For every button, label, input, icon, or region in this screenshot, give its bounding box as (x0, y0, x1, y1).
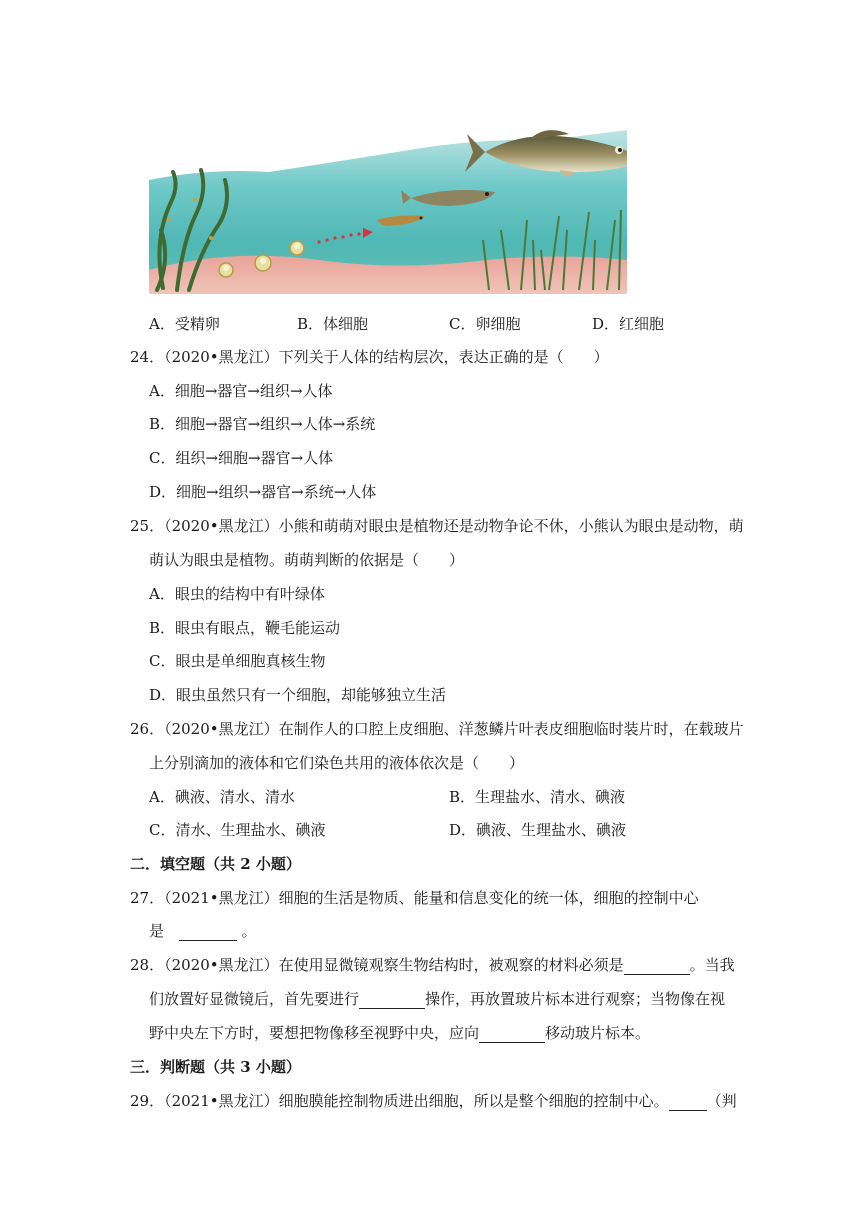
q28-line2 (149, 989, 725, 1009)
q26-option-c: C．清水、生理盐水、碘液 (149, 821, 326, 839)
q25-option-c: C．眼虫是单细胞真核生物 (149, 652, 326, 670)
q25-stem-line2: 萌认为眼虫是植物。萌萌判断的依据是（ ） (149, 551, 465, 569)
q28-line3-tail: 移动玻片标本。 (545, 1024, 651, 1042)
q27-line2 (149, 921, 257, 941)
q28-line2-text: 们放置好显微镜后，首先要进行 (149, 990, 360, 1008)
q28-line1-text: 28．（2020•黑龙江）在使用显微镜观察生物结构时，被观察的材料必须是 (130, 956, 624, 974)
q26-options-row2 (149, 820, 749, 840)
q23-option-c: C．卵细胞 (449, 315, 521, 333)
q28-line2-tail: 操作，再放置玻片标本进行观察；当物像在视 (425, 990, 726, 1008)
q26-option-d: D．碘液、生理盐水、碘液 (449, 821, 627, 839)
q24-option-a: A．细胞→器官→组织→人体 (149, 382, 333, 400)
q28-blank-1[interactable] (624, 958, 690, 975)
q26-stem-line2: 上分别滴加的液体和它们染色共用的液体依次是（ ） (149, 754, 525, 772)
q28-blank-2[interactable] (359, 992, 425, 1009)
q23-option-d: D．红细胞 (592, 315, 665, 333)
section-judgment-heading: 三．判断题（共 3 小题） (130, 1058, 301, 1076)
q27-text-before-blank: 是 (149, 922, 165, 940)
q26-stem-line1: 26．（2020•黑龙江）在制作人的口腔上皮细胞、洋葱鳞片叶表皮细胞临时装片时，在载玻片 (130, 720, 744, 738)
fish-development-illustration (149, 120, 627, 294)
q29-line1 (130, 1091, 737, 1111)
q25-option-a: A．眼虫的结构中有叶绿体 (149, 585, 325, 603)
q28-blank-3[interactable] (479, 1026, 545, 1043)
q27-answer-blank[interactable] (179, 924, 237, 941)
q23-options (149, 314, 749, 334)
q28-line3-text: 野中央左下方时，要想把物像移至视野中央，应向 (149, 1024, 480, 1042)
q26-option-a: A．碘液、清水、清水 (149, 788, 295, 806)
q23-option-a: A．受精卵 (149, 315, 220, 333)
q26-option-b: B．生理盐水、清水、碘液 (449, 788, 626, 806)
q28-line3 (149, 1023, 650, 1043)
q25-option-d: D．眼虫虽然只有一个细胞，却能够独立生活 (149, 686, 447, 704)
q29-text: 29．（2021•黑龙江）细胞膜能控制物质进出细胞，所以是整个细胞的控制中心。 (130, 1092, 669, 1110)
q28-line1-tail: 。当我 (689, 956, 735, 974)
q24-stem: 24．（2020•黑龙江）下列关于人体的结构层次，表达正确的是（ ） (130, 348, 609, 366)
q24-option-b: B．细胞→器官→组织→人体→系统 (149, 415, 376, 433)
q24-option-c: C．组织→细胞→器官→人体 (149, 449, 334, 467)
q24-option-d: D．细胞→组织→器官→系统→人体 (149, 483, 377, 501)
q23-option-b: B．体细胞 (297, 315, 369, 333)
q26-options-row1 (149, 787, 749, 807)
q29-tail: （判 (706, 1092, 737, 1110)
q27-line1: 27．（2021•黑龙江）细胞的生活是物质、能量和信息变化的统一体，细胞的控制中心 (130, 889, 699, 907)
q25-option-b: B．眼虫有眼点，鞭毛能运动 (149, 619, 341, 637)
q28-line1 (130, 955, 735, 975)
section-fill-in-heading: 二．填空题（共 2 小题） (130, 855, 301, 873)
q29-answer-blank[interactable] (669, 1094, 707, 1111)
q27-text-after-blank: 。 (241, 922, 257, 940)
q25-stem-line1: 25．（2020•黑龙江）小熊和萌萌对眼虫是植物还是动物争论不休，小熊认为眼虫是动物，萌 (130, 517, 744, 535)
